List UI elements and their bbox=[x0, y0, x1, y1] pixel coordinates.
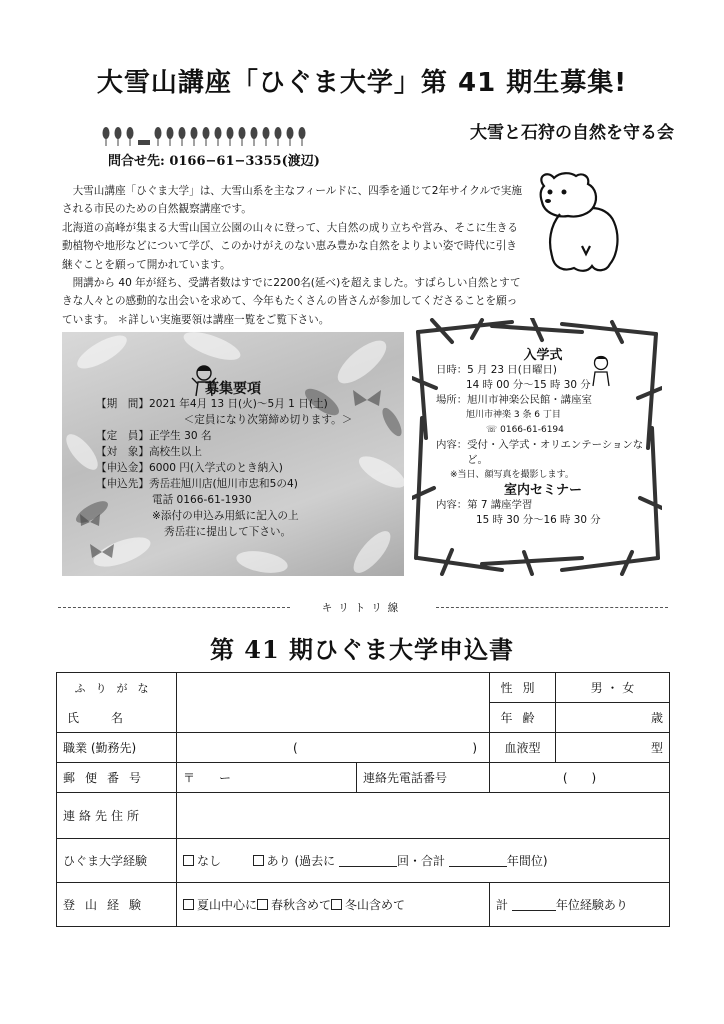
recruitment-details bbox=[96, 396, 396, 540]
ceremony-content-label: 内容： bbox=[436, 439, 468, 451]
seminar-heading: 室内セミナー bbox=[503, 483, 582, 498]
ceremony-date: 5 月 23 日(日曜日) bbox=[467, 364, 557, 376]
tree-row-icon bbox=[100, 126, 310, 148]
age-unit[interactable]: 歳 bbox=[556, 703, 670, 733]
climb-option-spring-autumn: 春秋含めて bbox=[271, 898, 332, 912]
apply-note: 秀岳荘に提出して下さい。 bbox=[164, 526, 292, 538]
ceremony-content: 受付・入学式・オリエンテーションなど。 bbox=[467, 439, 644, 466]
capacity-label: 【定 員】 bbox=[96, 430, 149, 442]
ceremony-time: 14 時 00 分〜15 時 30 分 bbox=[466, 379, 591, 391]
address-input[interactable] bbox=[183, 808, 663, 823]
name-field[interactable] bbox=[177, 673, 490, 733]
blood-label: 血液型 bbox=[490, 733, 556, 763]
seminar-content-label: 内容： bbox=[436, 499, 468, 511]
recruitment-heading: 募集要項 bbox=[205, 381, 261, 397]
ceremony-address: 旭川市神楽 3 条 6 丁目 bbox=[466, 410, 561, 420]
age-label: 年齢 bbox=[490, 703, 556, 733]
seminar-time: 15 時 30 分〜16 時 30 分 bbox=[476, 514, 601, 526]
intro-text bbox=[62, 182, 522, 329]
target-label: 【対 象】 bbox=[96, 446, 149, 458]
exp-times-label: 回・合計 bbox=[397, 854, 446, 868]
exp-years-label: 年間位) bbox=[506, 854, 548, 868]
ceremony-place: 旭川市神楽公民館・講座室 bbox=[467, 394, 592, 406]
dashed-divider bbox=[436, 607, 668, 608]
sex-options[interactable]: 男 ・ 女 bbox=[556, 673, 670, 703]
checkbox-icon[interactable] bbox=[183, 899, 194, 910]
experience-label: ひぐま大学経験 bbox=[57, 839, 177, 883]
ceremony-details bbox=[436, 348, 650, 528]
period-value: 2021 年4月 13 日(火)〜5月 1 日(土) bbox=[148, 398, 328, 410]
ceremony-tel: ☏ 0166-61-6194 bbox=[486, 425, 564, 435]
sex-label: 性別 bbox=[490, 673, 556, 703]
times-blank[interactable] bbox=[339, 855, 397, 867]
cut-line bbox=[58, 600, 668, 614]
apply-place-value: 秀岳荘旭川店(旭川市忠和5の4) bbox=[148, 478, 298, 490]
name-label: 氏 名 bbox=[57, 703, 177, 733]
job-label: 職業 (勤務先) bbox=[57, 733, 177, 763]
dashed-divider bbox=[58, 607, 290, 608]
form-title: 第 41 期ひぐま大学申込書 bbox=[209, 635, 515, 664]
period-label: 【期 間】 bbox=[96, 398, 149, 410]
climb-option-winter: 冬山含めて bbox=[345, 898, 406, 912]
cut-line-label: キリトリ線 bbox=[316, 602, 411, 614]
fee-value: 6000 円(入学式のとき納入) bbox=[148, 462, 283, 474]
checkbox-icon[interactable] bbox=[257, 899, 268, 910]
blood-unit[interactable]: 型 bbox=[556, 733, 670, 763]
climb-option-summer: 夏山中心に bbox=[197, 898, 258, 912]
job-field[interactable] bbox=[177, 733, 490, 763]
intro-paragraph: 北海道の高峰が集まる大雪山国立公園の山々に登って、大自然の成り立ちや営み、そこに生きる動植物や地形などについて学び、このかけがえのない恵み豊かな自然をよりよい姿で時代に引き継ぐことを願って開かれています。 bbox=[62, 221, 518, 271]
capacity-value: 正学生 30 名 bbox=[148, 430, 212, 442]
climb-label: 登山経験 bbox=[57, 883, 177, 927]
intro-paragraph: 開講から 40 年が経ち、受講者数はすでに2200名(延べ)を超えました。すばらしい自然とすてきな人々との感動的な出会いを求めて、今年もたくさんの皆さんが参加してくださることを願っています。 ＊詳しい実施要領は講座一覧をご覧下さい。 bbox=[62, 277, 521, 326]
exp-yes-label: あり (過去に bbox=[266, 854, 336, 868]
fee-label: 【申込金】 bbox=[96, 462, 149, 474]
photo-note: ※当日、顔写真を撮影します。 bbox=[450, 470, 574, 480]
checkbox-icon[interactable] bbox=[331, 899, 342, 910]
ceremony-heading: 入学式 bbox=[523, 348, 563, 363]
intro-paragraph: 大雪山講座「ひぐま大学」は、大雪山系を主なフィールドに、四季を通じて2年サイクルで実施される市民のための自然観察講座です。 bbox=[62, 185, 522, 216]
phone-field[interactable]: ( ) bbox=[490, 763, 670, 793]
application-form bbox=[56, 672, 670, 927]
apply-place-label: 【申込先】 bbox=[96, 478, 149, 490]
target-value: 高校生以上 bbox=[148, 446, 202, 458]
climb-total-field bbox=[490, 883, 670, 927]
checkbox-icon[interactable] bbox=[183, 855, 194, 866]
organization-name: 大雪と石狩の自然を守る会 bbox=[470, 123, 674, 143]
entrance-ceremony-panel bbox=[412, 318, 662, 576]
bear-illustration-icon bbox=[530, 168, 640, 278]
climb-years-label: 年位経験あり bbox=[555, 898, 628, 912]
furigana-label: ふりがな bbox=[57, 673, 177, 703]
apply-note: ※添付の申込み用紙に記入の上 bbox=[152, 510, 299, 522]
address-label: 連絡先住所 bbox=[57, 793, 177, 839]
job-paren-close: ) bbox=[472, 740, 477, 755]
years-blank[interactable] bbox=[449, 855, 507, 867]
experience-field bbox=[177, 839, 670, 883]
climb-years-blank[interactable] bbox=[512, 899, 556, 911]
apply-phone: 電話 0166-61-1930 bbox=[152, 494, 252, 506]
name-input[interactable] bbox=[183, 695, 483, 710]
exp-none-label: なし bbox=[197, 854, 222, 868]
phone-label: 連絡先電話番号 bbox=[357, 763, 490, 793]
address-field[interactable] bbox=[177, 793, 670, 839]
contact-info: 問合せ先: 0166−61−3355(渡辺) bbox=[108, 154, 320, 169]
page-title: 大雪山講座「ひぐま大学」第 41 期生募集! bbox=[96, 68, 628, 98]
ceremony-place-label: 場所： bbox=[436, 394, 468, 406]
postal-label: 郵便番号 bbox=[57, 763, 177, 793]
postal-field[interactable]: 〒 ー bbox=[177, 763, 357, 793]
job-paren-open: ( bbox=[293, 740, 298, 755]
climb-options bbox=[177, 883, 490, 927]
seminar-content: 第 7 講座学習 bbox=[467, 499, 533, 511]
checkbox-icon[interactable] bbox=[253, 855, 264, 866]
period-note: ＜定員になり次第締め切ります。＞ bbox=[183, 414, 353, 426]
recruitment-panel bbox=[62, 332, 404, 576]
ceremony-date-label: 日時： bbox=[436, 364, 468, 376]
climb-total-label: 計 bbox=[496, 898, 509, 912]
